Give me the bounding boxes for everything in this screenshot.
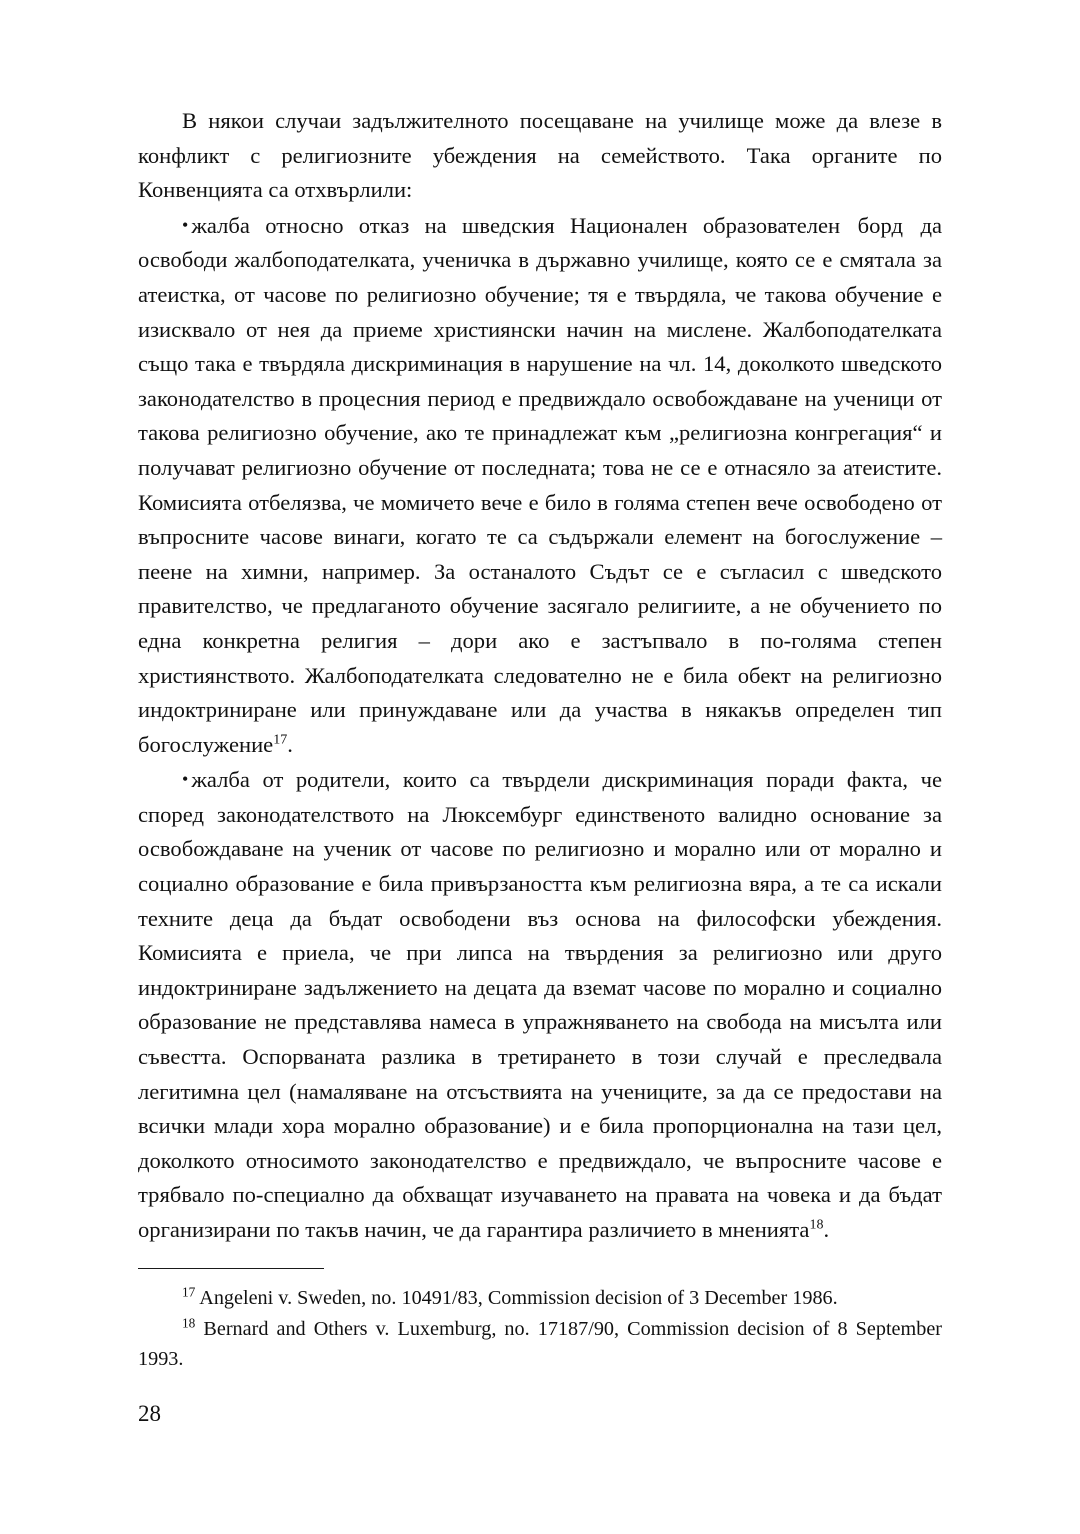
bullet-item-1-text: борд да освободи жалбоподателката, ученичка в държавно училище, която се е смятала за атеистка, от часове по религиозно обучение; тя е твърдяла, че такова обучение е изисквало от нея да приеме християнски начин на мислене. Жалбоподателката също така е твърдяла дискриминация в нарушение на чл. 14, доколкото шведското законодателство в процесния период е предвиждало освобождаване на ученици от такова религиозно обучение, ако те принадлежат към „религиозна конгрегация“ и получават религиозно обучение от последната; това не се е отнасяло за атеистите. Комисията отбелязва, че момичето вече е било в голяма степен вече освободено от въпросните часове винаги, когато те са съдържали елемент на богослужение – пеене на химни, например. За останалото Съдът се е съгласил с шведското правителство, че предлаганото обучение засягало религиите, а не обучението по една конкретна религия – дори ако е застъпвало в по-голяма степен християнството. Жалбоподателката следователно не е била обект на религиозно индоктриниране или принуждаване или да участва в някакъв определен тип богослужение bbox=[138, 212, 942, 757]
footnote-17 bbox=[138, 1283, 942, 1314]
page-number: 28 bbox=[138, 1401, 161, 1426]
bullet-item-2-lead: жалба от родители, които са твърдели дискриминация bbox=[191, 767, 754, 793]
bullet-item-1 bbox=[138, 208, 942, 763]
bullet-item-2 bbox=[138, 762, 942, 1247]
footnote-18-marker: 18 bbox=[182, 1314, 196, 1330]
paragraph-intro: В някои случаи задължителното посещаване на училище може да влезе в конфликт с религиозните убеждения на семейството. Така органите по Конвенцията са отхвърлили: bbox=[138, 108, 942, 203]
bullet-item-1-lead: жалба относно отказ на шведския Национален образователен bbox=[191, 212, 841, 238]
footnote-18 bbox=[138, 1314, 942, 1375]
footnotes-section bbox=[138, 1268, 942, 1375]
page-body bbox=[138, 104, 942, 1248]
footnote-separator-rule bbox=[138, 1268, 324, 1269]
footnote-18-text: Bernard and Others v. Luxemburg, no. 17187/90, Commission decision of 8 September 1993. bbox=[138, 1317, 942, 1370]
bullet-item-1-tail: . bbox=[287, 731, 293, 757]
footnote-ref-17[interactable]: 17 bbox=[273, 732, 288, 748]
footnote-17-text: Angeleni v. Sweden, no. 10491/83, Commission decision of 3 December 1986. bbox=[195, 1287, 838, 1309]
footnote-17-marker: 17 bbox=[182, 1284, 196, 1300]
footnote-ref-18[interactable]: 18 bbox=[809, 1217, 824, 1233]
bullet-icon: • bbox=[182, 769, 189, 790]
bullet-icon: • bbox=[182, 214, 189, 235]
bullet-item-2-tail: . bbox=[823, 1217, 830, 1242]
bullet-item-2-text: поради факта, че според законодателството на Люксембург единственото валидно основание за освобождаване на ученик от часове по религиозно и морално или от морално и социално образование е била привързаността към религиозна вяра, а те са искали техните деца да бъдат освободени въз основа на философски убеждения. Комисията е приела, че при липса на твърдения за религиозно или друго индоктриниране задължението на децата да вземат часове по морално и социално образование не представлява намеса в упражняването на свобода на мисълта или съвестта. Оспорваната разлика в третирането в този случай е преследвала легитимна цел (намаляване на отсъствията на учениците, за да се предостави на всички млади хора морално образование) и е била пропорционална на тази цел, доколкото относимото законодателство е предвиждало, че въпросните часове е трябвало по-специално да обхващат изучаването на правата на човека и да бъдат организирани по такъв начин, че да гарантира различието в мненията bbox=[138, 767, 942, 1242]
